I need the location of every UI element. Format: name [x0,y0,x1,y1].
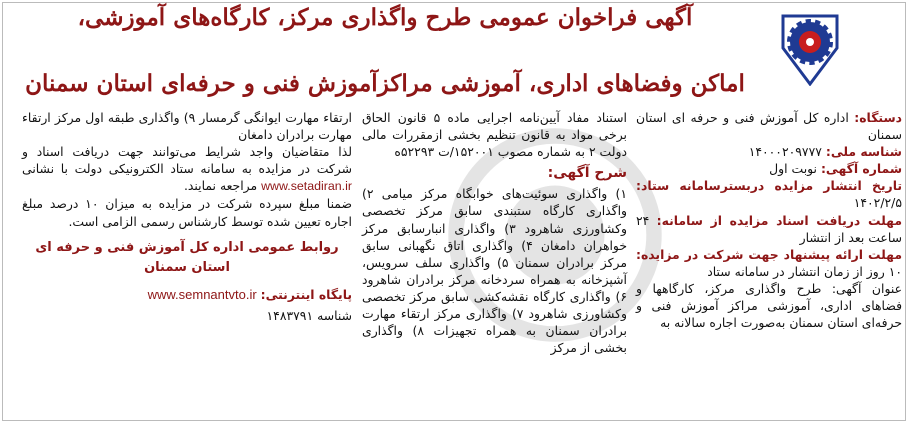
ad-number-value: نوبت اول [769,161,818,177]
website-row [22,286,352,303]
national-id-value: ۱۴۰۰۰۲۰۹۷۷۷ [748,144,822,160]
offer-deadline-row [636,246,902,280]
ad-number-row [636,160,902,177]
signature-line-2: استان سمنان [144,259,230,275]
ad-number-label: شماره آگهی: [820,161,902,177]
instructions-tail: مراجعه نمایند. [183,178,258,194]
deposit-note: ضمنا مبلغ سپرده شرکت در مزایده به میزان ۱۰ درصد مبلغ اجاره تعیین شده توسط کارشناس رسمی الزامی است. [22,196,352,229]
receive-deadline-label: مهلت دریافت اسناد مزایده از سامانه: [656,212,902,228]
legal-intro: استناد مفاد آیین‌نامه اجرایی ماده ۵ قانون الحاق برخی مواد به قانون تنظیم بخشی ازمقررات مالی دولت ۲ به شماره مصوب ۱۵۲۰۰۱/ت ۵۲۲۹۳ه [362,110,627,160]
items-list: ۱) واگذاری سوئیت‌های خوابگاه مرکز میامی ۲) واگذاری کارگاه ستبندی سابق مرکز تخصصی وکشاورزی شاهرود ۳) واگذاری انبارسابق مرکز خواهران دامغان ۴) واگذاری اتاق نگهبانی سابق مرکز برادران سمنان ۵) واگذاری سلف سرویس، آشپزخانه به همراه سردخانه مرکز برادران شاهرود ۶) واگذاری کارگاه نقشه‌کشی سابق مرکز تخصصی وکشاورزی شاهرود ۷) واگذاری مرکز ارتقاء مهارت برادران سمنان به همراه تجهیزات ۸) واگذاری بخشی از مرکز [362,186,627,356]
national-id-row [636,143,902,160]
description-column [362,109,627,356]
receive-deadline-row [636,212,902,246]
signature-line-1: روابط عمومی اداره کل آموزش فنی و حرفه ای [35,239,339,255]
receive-deadline-value: ۲۴ ساعت بعد از انتشار [636,212,902,245]
offer-deadline-value: ۱۰ روز از زمان انتشار در سامانه ستاد [707,263,902,279]
device-label: دستگاه: [854,110,902,125]
details-column [636,109,902,331]
tvto-logo-icon [775,8,845,86]
items-continued: ارتقاء مهارت ایوانگی گرمسار ۹) واگذاری طبقه اول مرکز ارتقاء مهارت برادران دامغان [22,110,353,143]
national-id-label: شناسه ملی: [825,144,902,160]
device-row [636,109,902,143]
publish-date-label: تاریخ انتشار مزایده دربسترسامانه ستاد: [636,178,902,194]
instructions-intro: لذا متقاضیان واجد شرایط می‌توانند جهت دریافت اسناد و شرکت در مزایده به سامانه ستاد الکترونیکی دولت با نشانی [22,144,352,177]
device-value: اداره کل آموزش فنی و حرفه ای استان سمنان [636,110,902,143]
offer-deadline-label: مهلت ارائه پیشنهاد جهت شرکت در مزایده: [636,246,902,262]
reference-number: شناسه ۱۴۸۳۷۹۱ [266,307,352,323]
website-label: پایگاه اینترنتی: [260,286,352,302]
headline-line-1: آگهی فراخوان عمومی طرح واگذاری مرکز، کارگاه‌های آموزشی، [77,4,693,31]
website-link[interactable]: www.semnantvto.ir [147,286,257,302]
instructions-column [22,109,352,324]
publish-date-value: ۱۴۰۲/۲/۵ [853,195,902,211]
ad-subject: عنوان آگهی: طرح واگذاری مرکز، کارگاهها و فضاهای اداری، آموزشی مراکز آموزش فنی و حرفه‌ای استان سمنان به‌صورت اجاره سالانه به [636,280,902,331]
section-heading: شرح آگهی: [547,165,627,182]
instructions-text [22,143,352,195]
setad-link[interactable]: www.setadiran.ir [261,179,352,194]
headline-line-2: اماکن وفضاهای اداری، آموزشی مراکزآموزش فنی و حرفه‌ای استان سمنان [25,70,745,97]
publish-date-row [636,177,902,211]
